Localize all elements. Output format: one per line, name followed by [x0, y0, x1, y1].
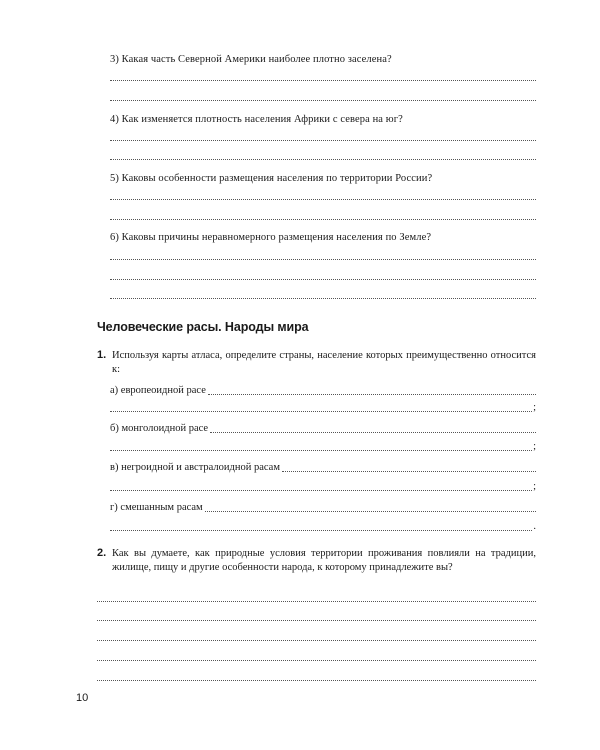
answer-line [110, 159, 536, 160]
task-1-item-a-label: а) европеоидной расе [110, 385, 206, 396]
answer-line [110, 140, 536, 141]
answer-line [110, 100, 536, 101]
question-4: 4) Как изменяется плотность населения Африки с севера на юг? [110, 114, 403, 125]
task-1-item-b [110, 422, 536, 436]
answer-line [110, 80, 536, 81]
answer-line [110, 199, 536, 200]
line-end-punctuation: ; [533, 441, 536, 452]
question-6: 6) Каковы причины неравномерного размещения населения по Земле? [110, 232, 432, 243]
answer-leader [282, 471, 536, 472]
task-1-item-d-line [110, 520, 536, 534]
answer-line [110, 490, 532, 491]
answer-line [97, 680, 536, 681]
line-end-punctuation: ; [533, 402, 536, 413]
task-1-number: 1. [97, 349, 107, 361]
answer-line [110, 279, 536, 280]
task-1-text: Используя карты атласа, определите страны, население которых преимущественно относится к: [112, 350, 536, 375]
answer-line [97, 660, 536, 661]
answer-leader [208, 394, 536, 395]
task-1-item-c [110, 461, 536, 475]
page-number: 10 [76, 692, 89, 704]
answer-line [110, 219, 536, 220]
answer-leader [210, 432, 536, 433]
answer-line [97, 620, 536, 621]
task-1-item-c-label: в) негроидной и австралоидной расам [110, 462, 280, 473]
task-1-item-b-line [110, 440, 536, 454]
task-1-item-d-label: г) смешанным расам [110, 502, 203, 513]
task-1-item-b-label: б) монголоидной расе [110, 423, 209, 434]
answer-line [110, 259, 536, 260]
task-1-item-d [110, 501, 536, 515]
section-heading: Человеческие расы. Народы мира [97, 320, 309, 334]
answer-line [110, 298, 536, 299]
question-3: 3) Какая часть Северной Америки наиболее плотно заселена? [110, 54, 392, 65]
task-1-item-a-line [110, 401, 536, 415]
answer-line [110, 411, 532, 412]
question-5: 5) Каковы особенности размещения населения по территории России? [110, 173, 433, 184]
answer-line [110, 450, 532, 451]
answer-leader [205, 511, 536, 512]
task-2-text: Как вы думаете, как природные условия территории проживания повлияли на традиции, жилище, пищу и другие особенности народа, к которому принадлежите вы? [112, 548, 536, 573]
answer-line [97, 601, 536, 602]
line-end-punctuation: ; [533, 481, 536, 492]
task-1-item-a [110, 384, 536, 398]
task-2-number: 2. [97, 547, 107, 559]
answer-line [97, 640, 536, 641]
line-end-punctuation: . [533, 521, 536, 532]
answer-line [110, 530, 532, 531]
task-1-item-c-line [110, 480, 536, 494]
